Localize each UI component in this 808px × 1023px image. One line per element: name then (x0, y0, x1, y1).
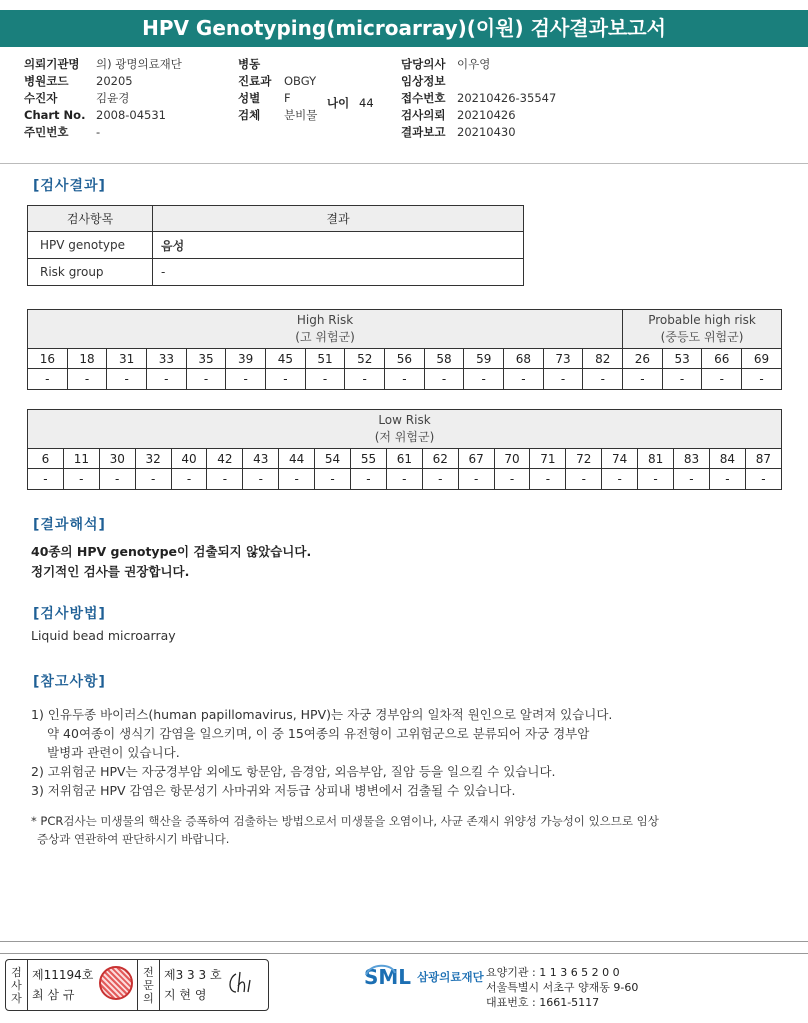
genotype-result: - (28, 369, 68, 390)
genotype-result: - (385, 369, 425, 390)
info-row (24, 107, 182, 124)
genotype-result: - (742, 369, 782, 390)
genotype-number: 68 (504, 349, 544, 369)
note-item: 3) 저위험군 HPV 감염은 항문성기 사마귀와 저등급 상피내 병변에서 검출될 수 있습니다. (31, 783, 516, 798)
high-risk-types-row (28, 349, 782, 369)
vertical-char: 문 (143, 978, 154, 992)
genotype-result: - (305, 369, 345, 390)
genotype-number: 54 (315, 449, 351, 469)
info-label: 병원코드 (24, 74, 69, 88)
genotype-result: - (674, 469, 710, 490)
age-value: 44 (359, 96, 374, 110)
genotype-number: 87 (745, 449, 781, 469)
seal-stamp-icon (99, 966, 133, 1000)
genotype-number: 73 (543, 349, 583, 369)
genotype-number: 66 (702, 349, 742, 369)
interpretation-line: 40종의 HPV genotype이 검출되지 않았습니다. (31, 544, 312, 559)
genotype-result: - (135, 469, 171, 490)
genotype-number: 67 (458, 449, 494, 469)
specialist-license-no: 제3 3 3 호 (164, 968, 222, 982)
table-row (28, 232, 524, 259)
genotype-number: 42 (207, 449, 243, 469)
info-row (401, 73, 556, 90)
genotype-number: 32 (135, 449, 171, 469)
specialist-vertical-label (138, 960, 160, 1010)
genotype-number: 39 (226, 349, 266, 369)
genotype-number: 58 (424, 349, 464, 369)
info-value: 분비물 (284, 108, 318, 122)
genotype-number: 70 (494, 449, 530, 469)
info-label: 진료과 (238, 74, 272, 88)
section-title-interpretation: [결과해석] (33, 517, 106, 533)
genotype-result: - (28, 469, 64, 490)
high-risk-label-en: High Risk (296, 313, 354, 327)
genotype-number: 83 (674, 449, 710, 469)
info-row (24, 90, 182, 107)
signature-icon (226, 968, 260, 998)
probable-high-risk-group-header (623, 310, 782, 349)
info-value: 20210430 (457, 125, 516, 139)
info-value: - (96, 125, 101, 139)
genotype-result: - (207, 469, 243, 490)
genotype-number: 81 (638, 449, 674, 469)
patient-info-column-1 (24, 56, 182, 141)
info-value: 김윤경 (96, 91, 130, 105)
footnote (31, 812, 659, 848)
footer-divider (0, 941, 808, 942)
header-test-item: 검사항목 (28, 206, 153, 232)
note-item-continued: 발병과 관련이 있습니다. (47, 745, 180, 760)
tester-name: 최 삼 규 (32, 988, 75, 1002)
footer-contact-info (486, 965, 638, 1010)
genotype-result: - (458, 469, 494, 490)
high-risk-results-row (28, 369, 782, 390)
genotype-number: 59 (464, 349, 504, 369)
genotype-number: 69 (742, 349, 782, 369)
genotype-number: 74 (602, 449, 638, 469)
genotype-result: - (99, 469, 135, 490)
info-row (401, 56, 556, 73)
info-row (238, 73, 317, 90)
genotype-result: - (638, 469, 674, 490)
age-label: 나이 (327, 96, 350, 110)
info-label: 임상정보 (401, 74, 446, 88)
genotype-result: - (226, 369, 266, 390)
genotype-number: 6 (28, 449, 64, 469)
vertical-char: 전 (143, 965, 154, 979)
sml-logo (364, 965, 484, 989)
method-text: Liquid bead microarray (31, 628, 176, 643)
genotype-number: 45 (266, 349, 306, 369)
genotype-number: 30 (99, 449, 135, 469)
genotype-number: 82 (583, 349, 623, 369)
note-item: 1) 인유두종 바이러스(human papillomavirus, HPV)는 자궁 경부암의 일차적 원인으로 알려져 있습니다. (31, 707, 613, 722)
probable-risk-label-en: Probable high risk (648, 313, 756, 327)
info-label: 검사의뢰 (401, 108, 446, 122)
probable-risk-label-ko: (중등도 위험군) (660, 330, 744, 344)
vertical-char: 의 (143, 991, 154, 1005)
info-value: OBGY (284, 74, 317, 88)
logo-swoosh-icon (362, 961, 398, 997)
organization-name: 삼광의료재단 (417, 970, 484, 984)
genotype-number: 61 (386, 449, 422, 469)
genotype-result: - (107, 369, 147, 390)
row-value: 음성 (153, 232, 524, 259)
info-row (24, 73, 182, 90)
tester-license-no: 제11194호 (32, 968, 94, 982)
info-label: 의뢰기관명 (24, 57, 80, 71)
genotype-number: 72 (566, 449, 602, 469)
footer-divider (0, 953, 808, 954)
high-risk-label-ko: (고 위험군) (295, 330, 355, 344)
patient-info-column-2 (238, 56, 317, 124)
genotype-result: - (623, 369, 663, 390)
genotype-number: 71 (530, 449, 566, 469)
address: 서울특별시 서초구 양재동 9-60 (486, 981, 639, 994)
age-field (327, 95, 374, 111)
genotype-result: - (602, 469, 638, 490)
low-risk-types-row (28, 449, 782, 469)
info-value: 20210426-35547 (457, 91, 557, 105)
genotype-number: 56 (385, 349, 425, 369)
genotype-result: - (351, 469, 387, 490)
row-value: - (153, 259, 524, 286)
specialist-cell (160, 960, 268, 1010)
genotype-result: - (266, 369, 306, 390)
info-value: 의) 광명의료재단 (96, 57, 182, 71)
info-value: 이우영 (457, 57, 491, 71)
info-label: 담당의사 (401, 57, 446, 71)
info-label: Chart No. (24, 108, 86, 122)
header-result: 결과 (153, 206, 524, 232)
genotype-number: 33 (147, 349, 187, 369)
report-title: HPV Genotyping(microarray)(이원) 검사결과보고서 (0, 10, 808, 47)
genotype-result: - (543, 369, 583, 390)
info-row (401, 107, 556, 124)
info-value: 2008-04531 (96, 108, 166, 122)
genotype-result: - (662, 369, 702, 390)
note-item: 2) 고위험군 HPV는 자궁경부암 외에도 항문암, 음경암, 외음부암, 질암 등을 일으킬 수 있습니다. (31, 764, 556, 779)
genotype-number: 31 (107, 349, 147, 369)
genotype-result: - (494, 469, 530, 490)
signature-box (5, 959, 269, 1011)
genotype-result: - (147, 369, 187, 390)
genotype-result: - (530, 469, 566, 490)
specialist-name: 지 현 영 (164, 988, 207, 1002)
care-institution-code: 요양기관 : 1 1 3 6 5 2 0 0 (486, 966, 620, 979)
genotype-result: - (583, 369, 623, 390)
genotype-number: 18 (67, 349, 107, 369)
genotype-result: - (186, 369, 226, 390)
genotype-result: - (422, 469, 458, 490)
genotype-result: - (424, 369, 464, 390)
info-label: 검체 (238, 108, 261, 122)
vertical-char: 자 (11, 991, 22, 1005)
patient-info-column-3 (401, 56, 556, 141)
row-item: Risk group (28, 259, 153, 286)
genotype-result: - (63, 469, 99, 490)
genotype-number: 51 (305, 349, 345, 369)
tester-cell (28, 960, 138, 1010)
genotype-number: 53 (662, 349, 702, 369)
interpretation-line: 정기적인 검사를 권장합니다. (31, 564, 190, 579)
table-row (28, 259, 524, 286)
logo-mark: SML (364, 965, 412, 989)
section-title-notes: [참고사항] (33, 674, 106, 690)
genotype-result: - (345, 369, 385, 390)
genotype-number: 40 (171, 449, 207, 469)
genotype-result: - (67, 369, 107, 390)
info-label: 성별 (238, 91, 261, 105)
genotype-result: - (386, 469, 422, 490)
genotype-result: - (504, 369, 544, 390)
result-table (27, 205, 524, 286)
genotype-number: 11 (63, 449, 99, 469)
info-label: 병동 (238, 57, 261, 71)
row-item: HPV genotype (28, 232, 153, 259)
info-row (401, 90, 556, 107)
info-label: 주민번호 (24, 125, 69, 139)
tester-vertical-label (6, 960, 28, 1010)
info-row (238, 56, 317, 73)
notes-list (31, 705, 612, 800)
genotype-number: 55 (351, 449, 387, 469)
footnote-line: 증상과 연관하여 판단하시기 바랍니다. (37, 832, 230, 846)
info-label: 접수번호 (401, 91, 446, 105)
info-value: 20210426 (457, 108, 516, 122)
genotype-result: - (171, 469, 207, 490)
section-title-method: [검사방법] (33, 606, 106, 622)
vertical-char: 검 (11, 965, 22, 979)
genotype-number: 16 (28, 349, 68, 369)
genotype-number: 26 (623, 349, 663, 369)
info-row (24, 56, 182, 73)
phone-number: 대표번호 : 1661-5117 (486, 996, 600, 1009)
low-risk-group-header (28, 410, 782, 449)
genotype-number: 62 (422, 449, 458, 469)
section-title-result: [검사결과] (33, 178, 106, 194)
low-risk-label-ko: (저 위험군) (374, 430, 435, 444)
genotype-result: - (243, 469, 279, 490)
genotype-result: - (464, 369, 504, 390)
header-divider (0, 163, 808, 164)
info-label: 수진자 (24, 91, 58, 105)
info-label: 결과보고 (401, 125, 446, 139)
footnote-line: * PCR검사는 미생물의 핵산을 증폭하여 검출하는 방법으로서 미생물을 오염이나, 사균 존재시 위양성 가능성이 있으므로 임상 (31, 814, 659, 828)
genotype-result: - (709, 469, 745, 490)
genotype-number: 44 (279, 449, 315, 469)
genotype-number: 35 (186, 349, 226, 369)
genotype-number: 43 (243, 449, 279, 469)
genotype-number: 52 (345, 349, 385, 369)
vertical-char: 사 (11, 978, 22, 992)
low-risk-label-en: Low Risk (378, 413, 431, 427)
info-row (24, 124, 182, 141)
info-value: F (284, 91, 291, 105)
info-row (238, 90, 317, 107)
genotype-result: - (279, 469, 315, 490)
info-row (238, 107, 317, 124)
interpretation-text (31, 542, 311, 582)
info-value: 20205 (96, 74, 133, 88)
genotype-result: - (566, 469, 602, 490)
info-row (401, 124, 556, 141)
low-risk-table (27, 409, 782, 490)
genotype-number: 84 (709, 449, 745, 469)
high-risk-group-header (28, 310, 623, 349)
high-risk-table (27, 309, 782, 390)
low-risk-results-row (28, 469, 782, 490)
genotype-result: - (315, 469, 351, 490)
genotype-result: - (702, 369, 742, 390)
note-item-continued: 약 40여종이 생식기 감염을 일으키며, 이 중 15여종의 유전형이 고위험군으로 분류되어 자궁 경부암 (47, 726, 590, 741)
genotype-result: - (745, 469, 781, 490)
